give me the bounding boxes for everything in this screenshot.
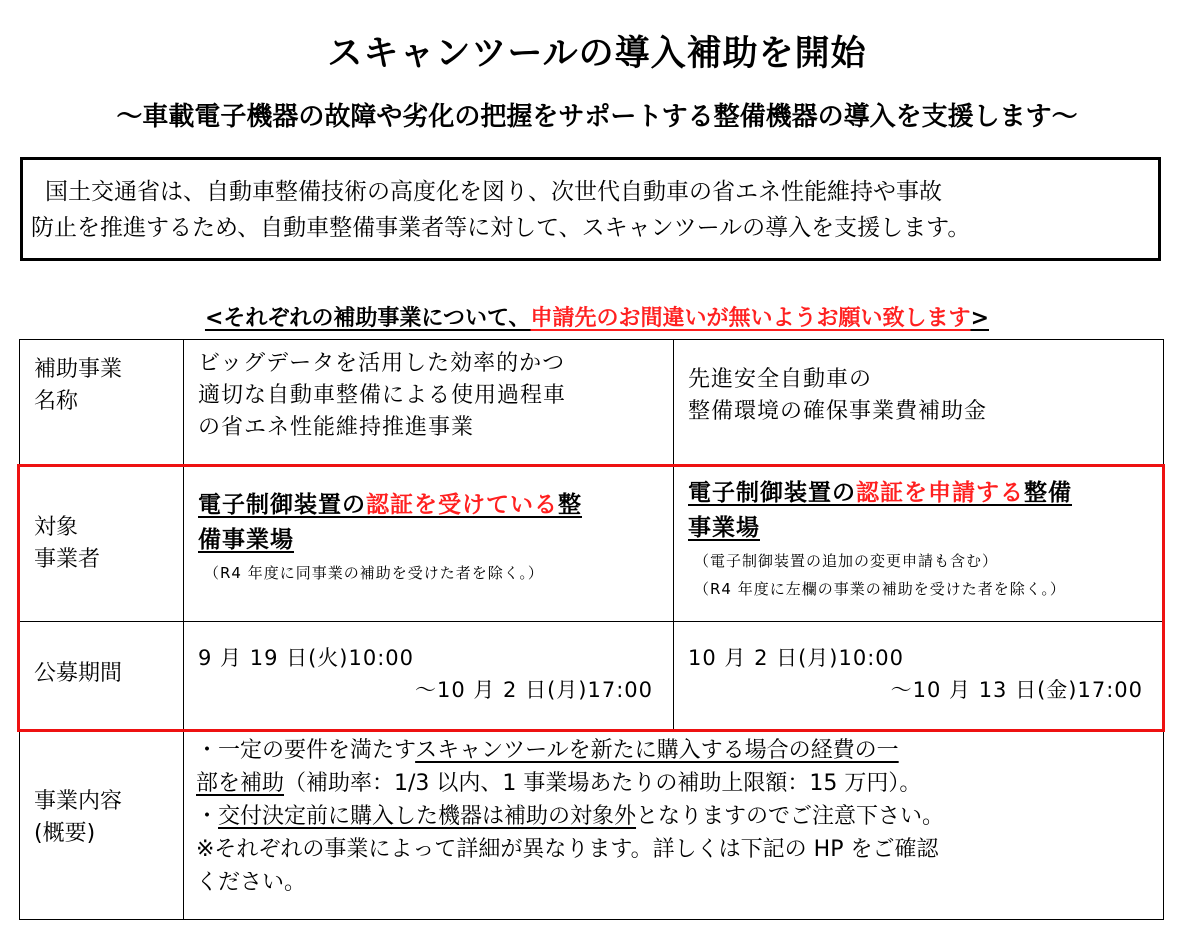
- program-name-1: [184, 340, 674, 466]
- target-heading-cont: 事業場: [688, 515, 760, 541]
- cell-line: 整備環境の確保事業費補助金: [688, 399, 988, 424]
- row-label-line: 名称: [34, 389, 79, 414]
- content-line: ください。: [196, 870, 307, 895]
- target-note: （R4 年度に同事業の補助を受けた者を除く。）: [204, 564, 544, 582]
- target-heading-cont: 備事業場: [198, 527, 294, 553]
- period-end: ～10 月 2 日(月)17:00: [414, 678, 653, 702]
- table-row-period: [20, 622, 1164, 730]
- notice-red-text: 申請先のお間違いが無いようお願い致します: [530, 306, 971, 331]
- row-label-line: 事業内容: [34, 789, 123, 814]
- row-label-line: (概要): [34, 821, 96, 846]
- notice-prefix: <それぞれの補助事業について、: [204, 306, 531, 331]
- target-heading: 電子制御装置の認証を申請する整備: [688, 480, 1072, 506]
- period-1: [184, 622, 674, 730]
- period-start: 10 月 2 日(月)10:00: [688, 646, 905, 670]
- row-label-line: 公募期間: [34, 661, 123, 686]
- target-note: （電子制御装置の追加の変更申請も含む）: [694, 552, 999, 570]
- row-label-line: 対象: [34, 515, 79, 540]
- period-end: ～10 月 13 日(金)17:00: [890, 678, 1143, 702]
- content-line: 部を補助（補助率：1/3 以内、1 事業場あたりの補助上限額：15 万円）。: [196, 771, 922, 796]
- page-title: スキャンツールの導入補助を開始: [327, 34, 867, 74]
- row-label-period: [20, 622, 184, 730]
- table-row-content: [20, 730, 1164, 920]
- target-business-2: [674, 466, 1164, 622]
- intro-line-1: 国土交通省は、自動車整備技術の高度化を図り、次世代自動車の省エネ性能維持や事故: [45, 179, 942, 205]
- target-note: （R4 年度に左欄の事業の補助を受けた者を除く。）: [694, 580, 1066, 598]
- table-row-target: [20, 466, 1164, 622]
- target-heading: 電子制御装置の認証を受けている整: [198, 492, 582, 518]
- content-line: ・交付決定前に購入した機器は補助の対象外となりますのでご注意下さい。: [196, 804, 945, 829]
- cell-line: 適切な自動車整備による使用過程車: [198, 383, 567, 408]
- content-line: ※それぞれの事業によって詳細が異なります。詳しくは下記の HP をご確認: [196, 837, 939, 862]
- row-label-line: 補助事業: [34, 357, 123, 382]
- notice-suffix: >: [970, 306, 989, 331]
- row-label-target: [20, 466, 184, 622]
- row-label-line: 事業者: [34, 547, 101, 572]
- target-business-1: [184, 466, 674, 622]
- period-2: [674, 622, 1164, 730]
- content-line: ・一定の要件を満たすスキャンツールを新たに購入する場合の経費の一: [196, 738, 899, 763]
- cell-line: ビッグデータを活用した効率的かつ: [198, 351, 566, 376]
- row-label-name: [20, 340, 184, 466]
- cell-line: 先進安全自動車の: [688, 367, 873, 392]
- intro-box: [20, 157, 1161, 261]
- cell-line: の省エネ性能維持推進事業: [198, 415, 475, 440]
- content-description: [184, 730, 1164, 920]
- subsidy-table: [19, 339, 1164, 920]
- table-row-name: [20, 340, 1164, 466]
- notice-heading: [0, 301, 1194, 332]
- intro-line-2: 防止を推進するため、自動車整備事業者等に対して、スキャンツールの導入を支援します。: [31, 215, 971, 241]
- page-subtitle: ～車載電子機器の故障や劣化の把握をサポートする整備機器の導入を支援します～: [116, 102, 1078, 132]
- row-label-content: [20, 730, 184, 920]
- period-start: 9 月 19 日(火)10:00: [198, 646, 415, 670]
- program-name-2: [674, 340, 1164, 466]
